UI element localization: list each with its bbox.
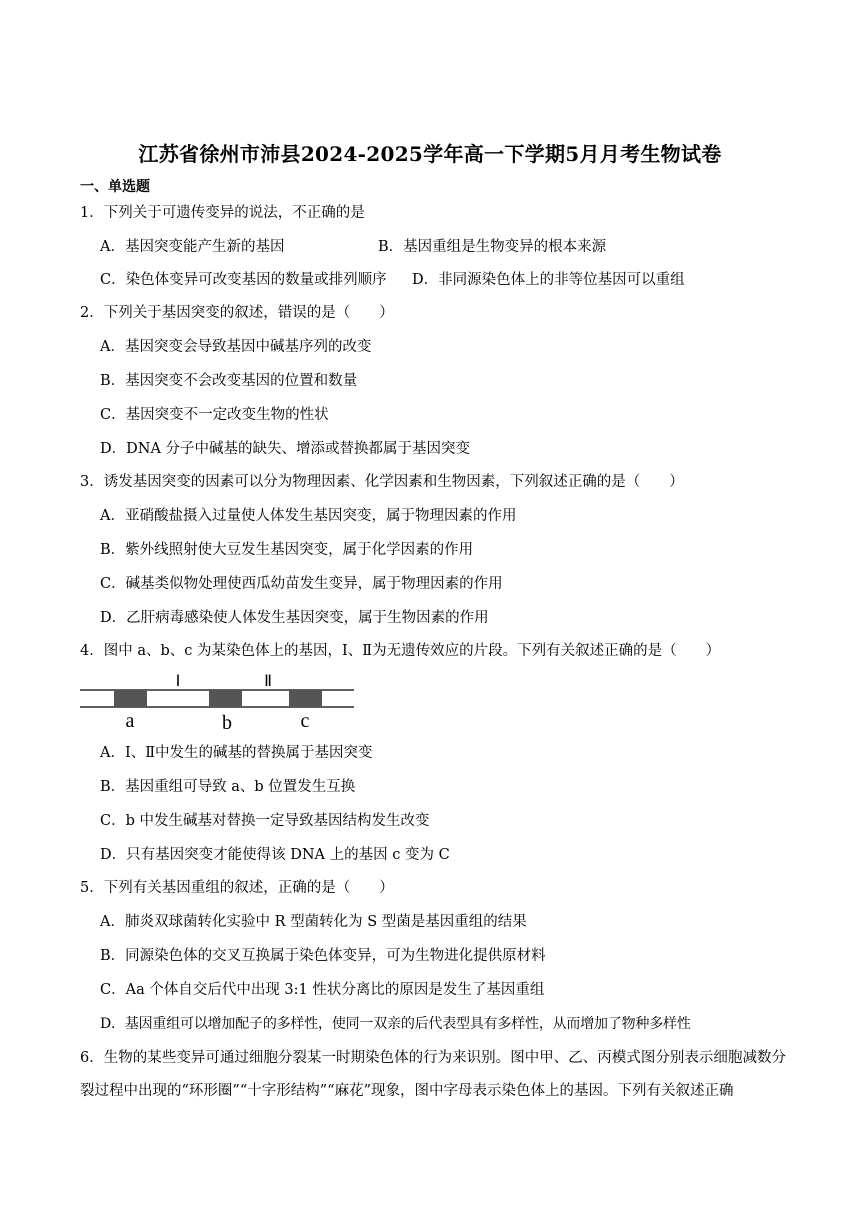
question-4-option-c: C．b 中发生碱基对替换一定导致基因结构发生改变 [100,813,430,829]
question-3-option-b: B．紫外线照射使大豆发生基因突变，属于化学因素的作用 [100,542,474,558]
question-2-option-c: C．基因突变不一定改变生物的性状 [100,407,329,423]
question-5-stem: 5．下列有关基因重组的叙述，正确的是（ ） [80,880,394,896]
question-5-option-c: C．Aa 个体自交后代中出现 3:1 性状分离比的原因是发生了基因重组 [100,982,545,998]
question-3-option-d: D．乙肝病毒感染使人体发生基因突变，属于生物因素的作用 [100,610,489,626]
question-1-option-a: A．基因突变能产生新的基因 [100,239,285,255]
question-3-option-c: C．碱基类似物处理使西瓜幼苗发生变异，属于物理因素的作用 [100,576,503,592]
question-2-option-d: D．DNA 分子中碱基的缺失、增添或替换都属于基因突变 [100,441,471,457]
question-1-option-d: D．非同源染色体上的非等位基因可以重组 [412,272,685,288]
segment-label-1: Ⅰ [175,673,181,690]
segment-label-2: Ⅱ [264,673,272,690]
gene-label-c: c [300,710,310,732]
page-title: 江苏省徐州市沛县2024-2025学年高一下学期5月月考生物试卷 [138,142,722,166]
question-4-option-d: D．只有基因突变才能使得该 DNA 上的基因 c 变为 C [100,847,450,863]
question-5-option-d: D．基因重组可以增加配子的多样性，使同一双亲的后代表型具有多样性，从而增加了物种多样性 [100,1016,691,1032]
chromosome-gene-diagram [80,672,360,734]
question-2-stem: 2．下列关于基因突变的叙述，错误的是（ ） [80,305,394,321]
question-4-option-a: A．Ⅰ、Ⅱ中发生的碱基的替换属于基因突变 [100,745,373,761]
question-1-option-b: B．基因重组是生物变异的根本来源 [378,239,607,255]
section-heading: 一、单选题 [80,179,150,195]
question-3-stem: 3．诱发基因突变的因素可以分为物理因素、化学因素和生物因素，下列叙述正确的是（ ） [80,474,684,490]
question-4-stem: 4．图中 a、b、c 为某染色体上的基因，Ⅰ、Ⅱ为无遗传效应的片段。下列有关叙述正确的是（ ） [80,643,721,659]
question-2-option-a: A．基因突变会导致基因中碱基序列的改变 [100,339,372,355]
question-6-stem: 6．生物的某些变异可通过细胞分裂某一时期染色体的行为来识别。图中甲、乙、丙模式图分别表示细胞减数分裂过程中出现的“环形圈”“十字形结构”“麻花”现象，图中字母表示染色体上的基因。下列有关叙述正确 [80,1050,786,1099]
gene-label-a: a [125,710,135,732]
gene-b-block [209,690,242,707]
gene-c-block [289,690,322,707]
question-3-option-a: A．亚硝酸盐摄入过量使人体发生基因突变，属于物理因素的作用 [100,508,517,524]
question-1-option-c: C．染色体变异可改变基因的数量或排列顺序 [100,272,387,288]
gene-a-block [114,690,147,707]
question-4-option-b: B．基因重组可导致 a、b 位置发生互换 [100,779,356,795]
question-2-option-b: B．基因突变不会改变基因的位置和数量 [100,373,358,389]
question-1-stem: 1．下列关于可遗传变异的说法，不正确的是 [80,205,365,221]
question-5-option-a: A．肺炎双球菌转化实验中 R 型菌转化为 S 型菌是基因重组的结果 [100,914,527,930]
question-5-option-b: B．同源染色体的交叉互换属于染色体变异，可为生物进化提供原材料 [100,948,546,964]
gene-label-b: b [222,712,232,734]
